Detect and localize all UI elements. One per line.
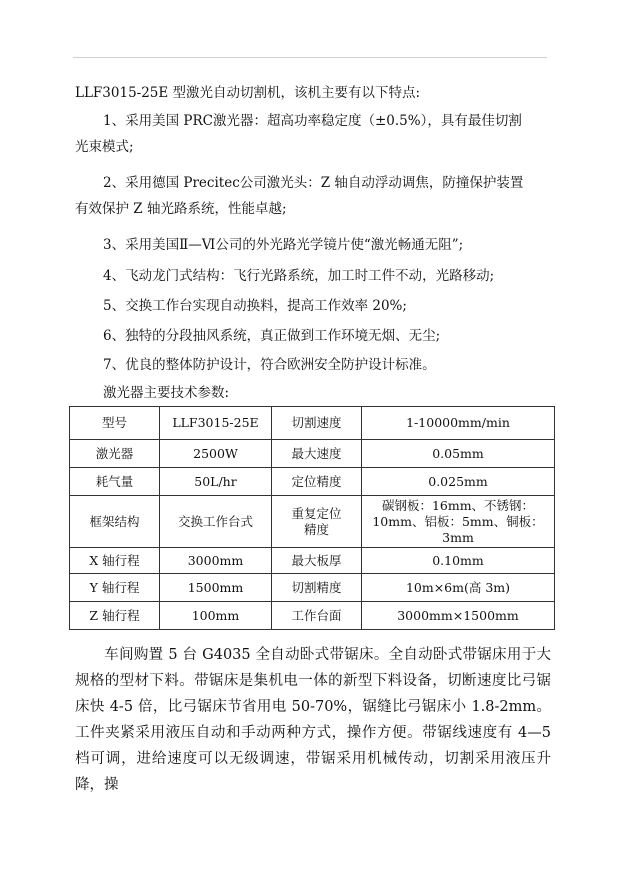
- feature-text: 7、优良的整体防护设计，符合欧洲安全防护设计标准。: [103, 357, 436, 373]
- table-cell: X 轴行程: [70, 548, 160, 574]
- table-row: [70, 574, 555, 602]
- table-cell: Y 轴行程: [70, 574, 160, 602]
- feature-continuation: 有效保护 Z 轴光路系统，性能卓越;: [75, 201, 287, 217]
- feature-text: 5、交换工作台实现自动换料，提高工作效率 20%;: [103, 298, 407, 314]
- table-cell: 3000mm×1500mm: [362, 602, 555, 630]
- feature-item-1: [75, 108, 550, 160]
- feature-text: 2、采用德国 Precitec公司激光头：Z 轴自动浮动调焦，防撞保护装置: [103, 175, 524, 191]
- feature-item-3: [75, 232, 550, 258]
- feature-text: 1、采用美国 PRC激光器：超高功率稳定度（±0.5%），具有最佳切割: [103, 113, 522, 129]
- table-cell: 3000mm: [160, 548, 272, 574]
- table-cell: 最大板厚: [272, 548, 362, 574]
- feature-text: 4、飞动龙门式结构：飞行光路系统，加工时工件不动，光路移动;: [103, 268, 495, 284]
- table-cell: 0.025mm: [362, 468, 555, 496]
- table-cell: 定位精度: [272, 468, 362, 496]
- feature-item-7: [75, 352, 550, 378]
- table-cell: 0.10mm: [362, 548, 555, 574]
- table-cell: 重复定位 精度: [272, 496, 362, 548]
- feature-continuation: 光束模式;: [75, 139, 134, 155]
- table-cell: 切割速度: [272, 407, 362, 440]
- feature-item-6: [75, 323, 550, 349]
- table-cell: 激光器: [70, 440, 160, 468]
- feature-item-5: [75, 293, 550, 319]
- table-cell: 切割精度: [272, 574, 362, 602]
- table-row: [70, 496, 555, 548]
- table-cell: 2500W: [160, 440, 272, 468]
- table-row: [70, 548, 555, 574]
- params-title: 激光器主要技术参数:: [103, 385, 230, 401]
- feature-item-2: [75, 170, 550, 222]
- table-cell: 100mm: [160, 602, 272, 630]
- header-rule: [73, 57, 547, 58]
- intro-line: LLF3015-25E 型激光自动切割机，该机主要有以下特点:: [75, 85, 421, 101]
- table-cell: Z 轴行程: [70, 602, 160, 630]
- table-cell: 工作台面: [272, 602, 362, 630]
- table-row: [70, 468, 555, 496]
- table-cell: 框架结构: [70, 496, 160, 548]
- table-cell: 碳钢板：16mm、不锈钢： 10mm、铝板：5mm、铜板： 3mm: [362, 496, 555, 548]
- table-cell: 1500mm: [160, 574, 272, 602]
- table-cell: 最大速度: [272, 440, 362, 468]
- table-row: [70, 407, 555, 440]
- table-cell: 型号: [70, 407, 160, 440]
- saw-paragraph: [75, 642, 551, 798]
- table-cell: 交换工作台式: [160, 496, 272, 548]
- feature-text: 3、采用美国Ⅱ—Ⅵ公司的外光路光学镜片使“激光畅通无阻”;: [103, 237, 464, 253]
- table-cell: 0.05mm: [362, 440, 555, 468]
- paragraph-text: 车间购置 5 台 G4035 全自动卧式带锯床。全自动卧式带锯床用于大规格的型材下料。带锯床是集机电一体的新型下料设备，切断速度比弓锯床快 4-5 倍，比弓锯床节省用电 50-70%，锯缝比弓锯床小 1.8-2mm。工件夹紧采用液压自动和手动两种方式，操作方便。带锯线速度有 4—5 档可调，进给速度可以无级调速，带锯采用机械传动，切割采用液压升降，操: [75, 647, 551, 793]
- spec-table: [69, 406, 555, 630]
- table-row: [70, 440, 555, 468]
- table-cell: 1-10000mm/min: [362, 407, 555, 440]
- feature-text: 6、独特的分段抽风系统，真正做到工作环境无烟、无尘;: [103, 328, 441, 344]
- table-cell: 耗气量: [70, 468, 160, 496]
- table-cell: 50L/hr: [160, 468, 272, 496]
- table-cell: LLF3015-25E: [160, 407, 272, 440]
- feature-item-4: [75, 263, 550, 289]
- table-row: [70, 602, 555, 630]
- table-cell: 10m×6m(高 3m): [362, 574, 555, 602]
